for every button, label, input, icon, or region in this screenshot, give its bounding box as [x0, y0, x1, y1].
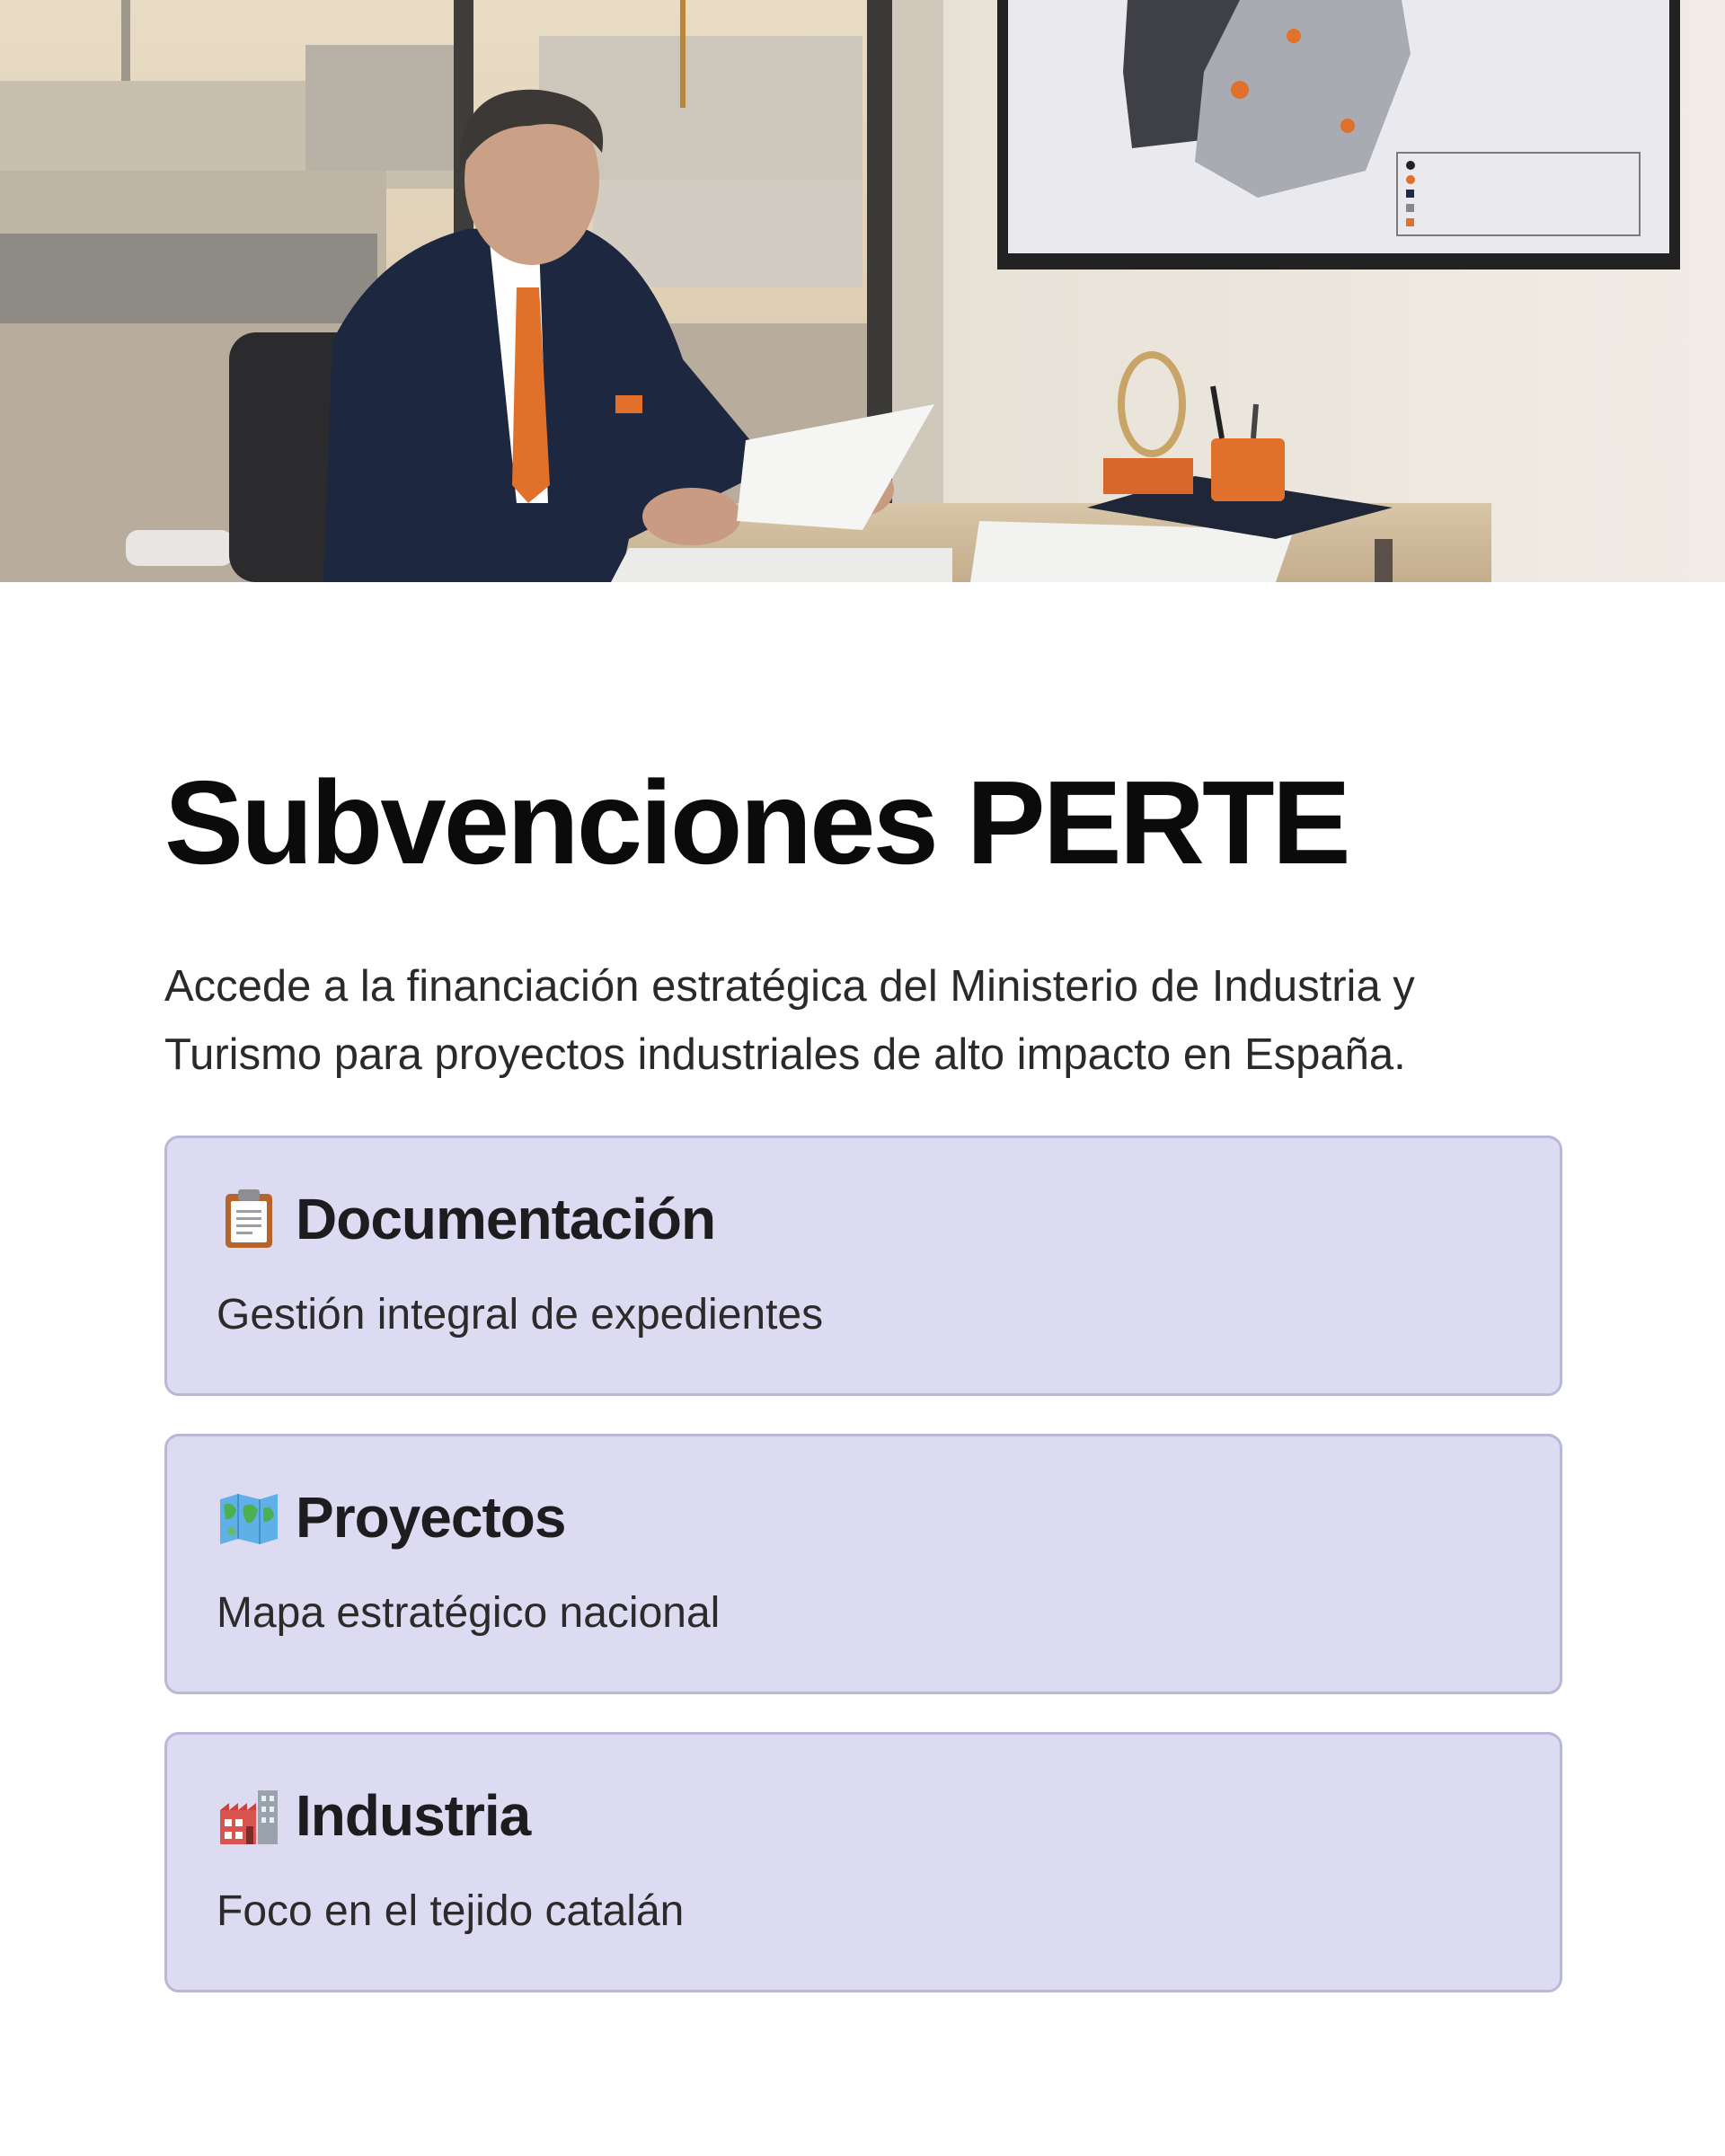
card-industria[interactable] [164, 1732, 1562, 1993]
main-content [164, 746, 1562, 2030]
page-title: Subvenciones PERTE [164, 756, 1349, 888]
card-header [217, 1185, 715, 1253]
card-title: Documentación [296, 1187, 716, 1251]
card-proyectos[interactable] [164, 1434, 1562, 1694]
card-header [217, 1781, 530, 1850]
card-title: Proyectos [296, 1485, 566, 1550]
card-subtitle: Mapa estratégico nacional [217, 1589, 721, 1637]
hero-image [0, 0, 1725, 582]
card-documentacion[interactable] [164, 1135, 1562, 1396]
card-subtitle: Gestión integral de expedientes [217, 1291, 824, 1339]
card-subtitle: Foco en el tejido catalán [217, 1887, 685, 1935]
card-header [217, 1483, 565, 1551]
world-map-icon [217, 1485, 281, 1550]
card-title: Industria [296, 1783, 531, 1848]
feature-card-list [164, 1135, 1562, 1993]
page-intro: Accede a la financiación estratégica del Ministerio de Industria y Turismo para proyectos industriales de alto impacto en España. [164, 962, 1415, 1079]
businessman-office-illustration [0, 0, 1725, 582]
clipboard-icon [217, 1187, 281, 1251]
factory-icon [217, 1783, 281, 1848]
